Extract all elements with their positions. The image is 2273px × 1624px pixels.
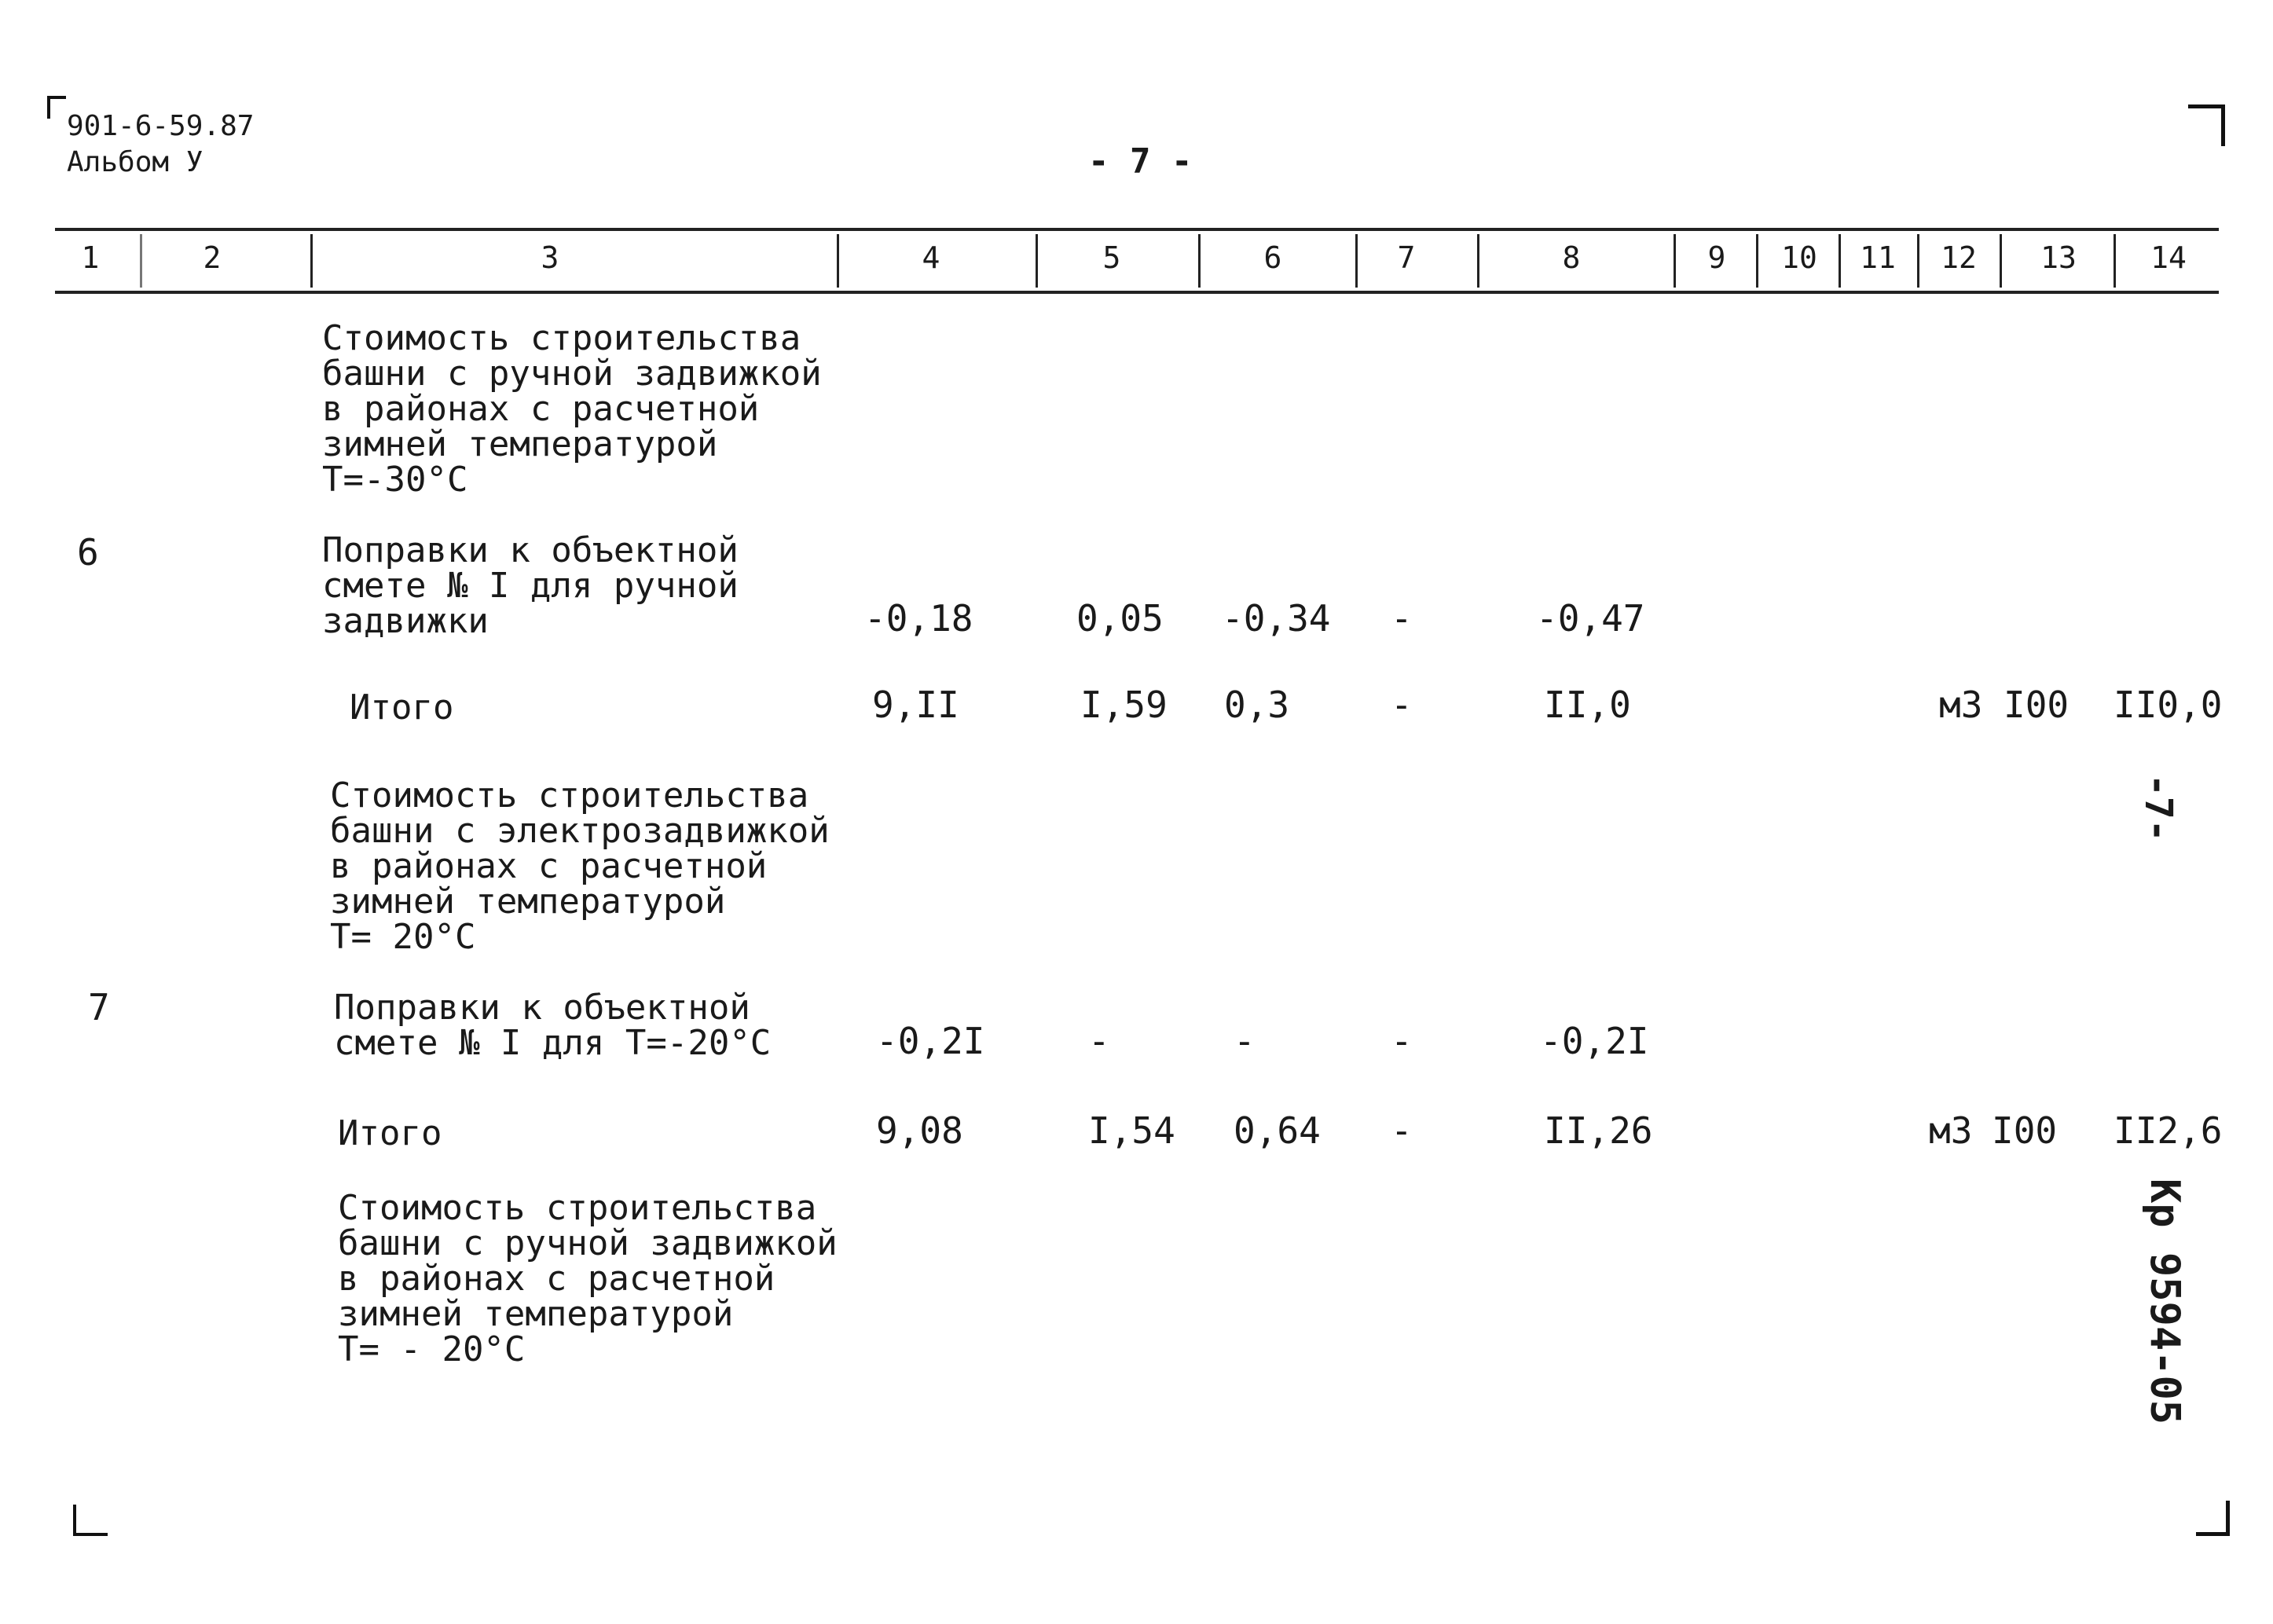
description-line: в районах с расчетной <box>330 846 768 886</box>
table-header-bottom-rule <box>55 291 2219 294</box>
value-col-14: II0,0 <box>2114 684 2223 726</box>
value-col-5: - <box>1088 1020 1110 1062</box>
value-col-8: -0,2I <box>1540 1020 1649 1062</box>
row-number: 6 <box>77 531 99 574</box>
description-line: в районах с расчетной <box>322 389 760 429</box>
column-number: 6 <box>1263 240 1282 275</box>
value-col-6: 0,64 <box>1234 1109 1321 1152</box>
total-label: Итого <box>338 1113 442 1153</box>
row-number: 7 <box>88 986 110 1028</box>
row-description-line: задвижки <box>322 601 489 641</box>
description-line: зимней температурой <box>322 424 718 464</box>
value-col-7: - <box>1391 1020 1413 1062</box>
column-separator <box>837 234 839 288</box>
value-col-8: -0,47 <box>1536 597 1645 640</box>
column-number: 11 <box>1860 240 1896 275</box>
description-line: Стоимость строительства <box>322 318 801 358</box>
corner-mark-bottom-left <box>73 1505 108 1536</box>
value-col-6: 0,3 <box>1224 684 1290 726</box>
value-col-7: - <box>1391 1109 1413 1152</box>
column-separator <box>1355 234 1358 288</box>
column-separator <box>310 234 313 288</box>
column-separator <box>140 234 142 288</box>
column-number: 10 <box>1781 240 1817 275</box>
value-col-4: 9,II <box>872 684 959 726</box>
value-col-4: -0,18 <box>864 597 973 640</box>
column-number: 3 <box>541 240 559 275</box>
value-col-4: -0,2I <box>876 1020 985 1062</box>
description-line: Стоимость строительства <box>330 775 809 816</box>
unit-col-12: м3 <box>1929 1109 1973 1152</box>
description-line: Стоимость строительства <box>338 1188 817 1228</box>
column-separator <box>2000 234 2002 288</box>
column-number: 14 <box>2150 240 2187 275</box>
value-col-8: II,0 <box>1544 684 1631 726</box>
description-line: Т= - 20°С <box>338 1329 526 1369</box>
document-code: 901-6-59.87 <box>67 110 255 142</box>
description-line: зимней температурой <box>338 1294 734 1334</box>
page-number: - 7 - <box>1088 141 1193 181</box>
column-number: 9 <box>1707 240 1726 275</box>
value-col-5: I,59 <box>1080 684 1168 726</box>
value-col-5: I,54 <box>1088 1109 1175 1152</box>
value-col-14: II2,6 <box>2114 1109 2223 1152</box>
column-number: 4 <box>922 240 940 275</box>
value-col-6: -0,34 <box>1222 597 1331 640</box>
description-line: башни с электрозадвижкой <box>330 811 830 851</box>
column-number: 5 <box>1102 240 1121 275</box>
corner-mark-bottom-right <box>2196 1501 2230 1536</box>
side-page-mark: -7- <box>2136 774 2180 842</box>
corner-mark-top-left <box>47 96 66 119</box>
column-separator <box>1756 234 1758 288</box>
row-description-line: смете № I для Т=-20°С <box>334 1023 772 1063</box>
column-separator <box>1198 234 1201 288</box>
description-line: Т= 20°С <box>330 917 476 957</box>
value-col-6: - <box>1234 1020 1256 1062</box>
column-number: 13 <box>2040 240 2077 275</box>
column-separator <box>1036 234 1038 288</box>
value-col-5: 0,05 <box>1076 597 1164 640</box>
value-col-4: 9,08 <box>876 1109 963 1152</box>
description-line: в районах с расчетной <box>338 1259 775 1299</box>
corner-mark-top-right <box>2188 104 2225 146</box>
column-number: 2 <box>203 240 222 275</box>
value-col-8: II,26 <box>1544 1109 1653 1152</box>
column-separator <box>1477 234 1479 288</box>
column-number: 7 <box>1397 240 1416 275</box>
value-col-13: I00 <box>1992 1109 2058 1152</box>
row-description-line: Поправки к объектной <box>334 988 750 1028</box>
column-number: 8 <box>1562 240 1581 275</box>
description-line: Т=-30°С <box>322 460 468 500</box>
column-number: 1 <box>81 240 100 275</box>
side-stamp: Кр 9594-05 <box>2141 1179 2188 1425</box>
value-col-13: I00 <box>2004 684 2070 726</box>
column-separator <box>2114 234 2116 288</box>
column-separator <box>1674 234 1676 288</box>
row-description-line: смете № I для ручной <box>322 566 739 606</box>
column-separator <box>1917 234 1919 288</box>
total-label: Итого <box>350 687 454 728</box>
description-line: зимней температурой <box>330 882 726 922</box>
unit-col-12: м3 <box>1939 684 1983 726</box>
table-top-rule <box>55 228 2219 231</box>
row-description-line: Поправки к объектной <box>322 530 739 570</box>
description-line: башни с ручной задвижкой <box>322 354 822 394</box>
value-col-7: - <box>1391 597 1413 640</box>
value-col-7: - <box>1391 684 1413 726</box>
column-separator <box>1839 234 1841 288</box>
album-label: Альбом У <box>67 146 203 178</box>
column-number: 12 <box>1941 240 1977 275</box>
description-line: башни с ручной задвижкой <box>338 1223 838 1263</box>
